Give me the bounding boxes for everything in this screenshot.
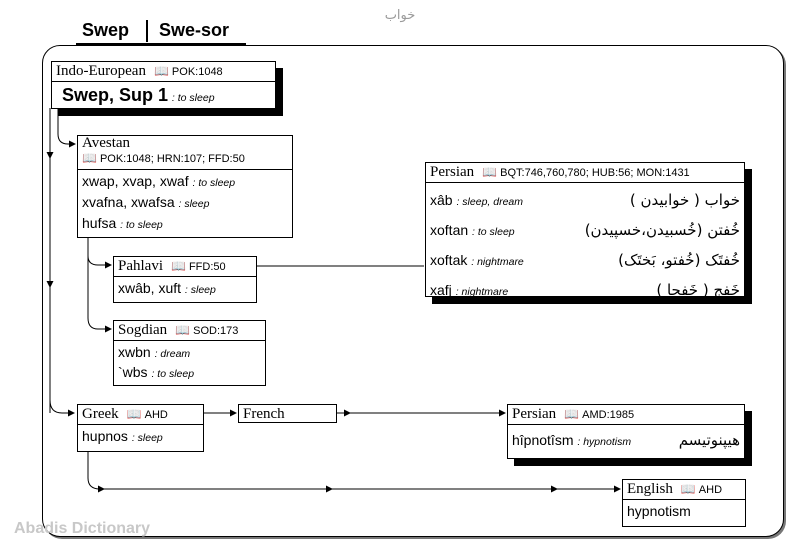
book-icon: 📖 <box>171 259 186 273</box>
header-root-left: Swep <box>82 20 130 40</box>
node-gloss: : to sleep <box>171 92 215 104</box>
node-ref: AMD:1985 <box>582 409 635 421</box>
node-lang: Avestan <box>82 135 131 151</box>
node-word: hupnos <box>82 428 128 444</box>
book-icon: 📖 <box>126 407 142 421</box>
node-lang: Greek <box>82 406 119 422</box>
entry-row <box>430 246 740 276</box>
entry-row <box>508 425 744 457</box>
entry-gloss: : sleep <box>178 198 210 210</box>
entry-word: `wbs <box>118 364 148 380</box>
entry-word: xwap, xvap, xwaf <box>82 173 189 189</box>
entry-row <box>430 276 740 306</box>
entry-word: hufsa <box>82 215 117 231</box>
entry-word: xwbn <box>118 344 151 360</box>
entry-word: xafj <box>430 282 452 298</box>
watermark: Abadis Dictionary <box>14 520 151 537</box>
entry-gloss: : to sleep <box>472 226 515 238</box>
entry-word: xâb <box>430 192 453 208</box>
node-avestan <box>77 135 293 238</box>
node-gloss: : sleep <box>184 284 216 296</box>
node-french <box>238 404 337 423</box>
node-indo-european <box>51 61 276 109</box>
node-word: hîpnotîsm <box>512 432 574 448</box>
entry-persian-script: خَفج ( خَفجا ) <box>656 281 740 299</box>
entry-gloss: : dream <box>154 348 191 360</box>
node-persian-loan <box>507 404 745 459</box>
entry-row <box>118 363 261 383</box>
entry-persian-script: خُفتن (خُسبیدن،خسپیدن) <box>584 221 740 239</box>
entry-gloss: : to sleep <box>192 177 236 189</box>
entry-word: xoftak <box>430 252 468 268</box>
book-icon: 📖 <box>564 407 580 421</box>
node-pahlavi <box>113 256 257 303</box>
entry-row <box>82 193 288 214</box>
entry-persian-script: خواب ( خوابیدن ) <box>629 191 740 209</box>
book-icon: 📖 <box>482 165 498 179</box>
entry-row <box>430 216 740 246</box>
node-persian-modern <box>425 162 745 297</box>
link-avestan-pahlavi <box>88 256 111 265</box>
node-lang: Persian <box>430 164 475 180</box>
book-icon: 📖 <box>82 151 97 165</box>
node-lang: English <box>627 481 673 497</box>
entry-row <box>118 343 261 363</box>
node-ref: BQT:746,760,780; HUB:56; MON:1431 <box>500 167 690 179</box>
node-ref: AHD <box>698 484 723 496</box>
entry-gloss: : to sleep <box>151 368 195 380</box>
entry-row <box>430 186 740 216</box>
node-word: xwâb, xuft <box>118 280 182 296</box>
node-ref: POK:1048; HRN:107; FFD:50 <box>99 153 245 165</box>
book-icon: 📖 <box>153 64 169 78</box>
node-sogdian <box>113 320 266 386</box>
node-ref: SOD:173 <box>193 325 239 337</box>
top-caption: خواب <box>384 8 416 23</box>
entry-word: xvafna, xwafsa <box>82 194 175 210</box>
entry-gloss: : to sleep <box>120 219 163 231</box>
node-gloss: : hypnotism <box>577 436 632 448</box>
node-english <box>622 479 746 527</box>
node-lang: Indo-European <box>56 63 146 79</box>
node-word: hypnotism <box>627 503 691 519</box>
node-lang: Pahlavi <box>118 258 163 274</box>
link-avestan-sogdian <box>88 318 111 329</box>
entry-persian-script: هیپنوتیسم <box>678 431 740 449</box>
node-lang: French <box>243 406 285 422</box>
node-ref: POK:1048 <box>171 66 223 78</box>
entry-row <box>82 214 288 235</box>
entry-persian-script: خُفتَک (خُفتو، بَختَک) <box>618 251 740 269</box>
node-word: Swep, Sup 1 <box>62 85 169 105</box>
link-trunk-greek <box>50 400 74 413</box>
node-lang: Persian <box>512 406 557 422</box>
entry-word: xoftan <box>430 222 469 238</box>
entry-gloss: : nightmare <box>455 286 509 298</box>
node-gloss: : sleep <box>131 432 163 444</box>
header-root-right: Swe-sor <box>159 20 230 40</box>
node-ref: AHD <box>144 409 168 421</box>
entry-gloss: : sleep, dream <box>456 196 524 208</box>
link-ie-avestan <box>58 108 75 144</box>
node-ref: FFD:50 <box>188 261 226 273</box>
book-icon: 📖 <box>680 482 696 496</box>
node-lang: Sogdian <box>118 322 168 338</box>
node-greek <box>77 404 204 452</box>
book-icon: 📖 <box>175 323 191 337</box>
entry-row <box>82 172 288 193</box>
entry-gloss: : nightmare <box>471 256 524 268</box>
